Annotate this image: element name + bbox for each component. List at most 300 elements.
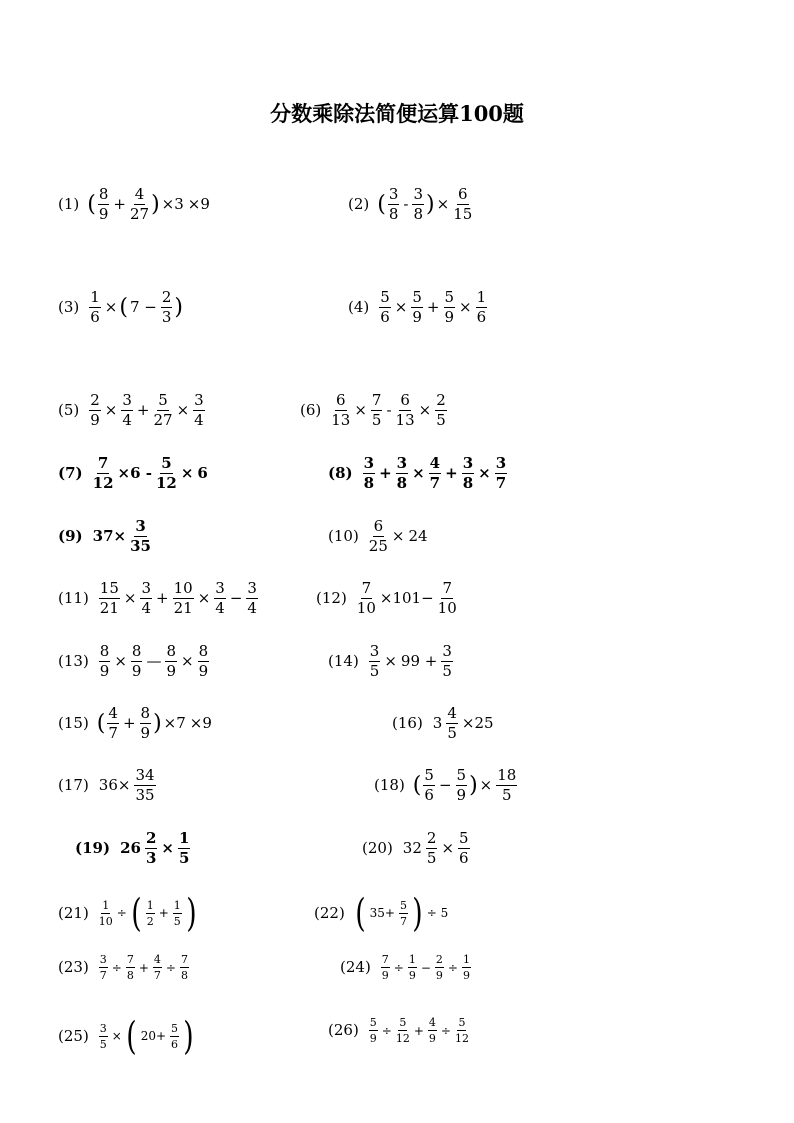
- numerator: 8: [99, 642, 110, 660]
- denominator: 5: [369, 662, 380, 680]
- problem-label: (18): [374, 776, 405, 794]
- operator: +: [156, 589, 169, 607]
- fraction: [121, 393, 133, 428]
- fraction: [130, 187, 149, 222]
- operator: −: [420, 960, 431, 975]
- numerator: 7: [381, 953, 389, 966]
- denominator: 9: [412, 308, 422, 326]
- denominator: 5: [442, 662, 452, 680]
- operator: ×: [479, 776, 493, 794]
- operator: ×: [441, 839, 455, 857]
- numerator: 8: [166, 642, 177, 660]
- operator: ×: [384, 652, 397, 670]
- fraction: [178, 831, 190, 866]
- parenthesis: (: [377, 191, 386, 217]
- fraction: [89, 290, 101, 325]
- fraction: [99, 900, 113, 927]
- denominator: 6: [459, 849, 469, 867]
- fraction: [426, 831, 438, 866]
- fraction: [462, 456, 474, 491]
- fraction: [357, 581, 376, 616]
- denominator: 9: [444, 308, 455, 326]
- numerator: 3: [247, 579, 257, 597]
- problem-p12: [316, 581, 459, 616]
- numerator: 3: [135, 517, 146, 535]
- fraction: [140, 581, 152, 616]
- fraction: [369, 1017, 378, 1044]
- problem-p18: [374, 768, 519, 803]
- problem-p23: [58, 954, 191, 981]
- parenthesis: (: [126, 1014, 137, 1058]
- fraction: [435, 393, 447, 428]
- operator: ×: [104, 298, 118, 316]
- denominator: 5: [426, 849, 437, 867]
- operator: 36×: [98, 776, 131, 794]
- operator: 32: [402, 839, 422, 857]
- operator: ×: [176, 401, 190, 419]
- numerator: 6: [336, 391, 346, 409]
- numerator: 5: [458, 1016, 466, 1029]
- operator: +: [136, 401, 150, 419]
- fraction: [412, 187, 424, 222]
- denominator: 7: [108, 724, 118, 742]
- operator: 26: [120, 839, 141, 857]
- numerator: 6: [400, 391, 410, 409]
- problem-label: (2): [348, 195, 370, 213]
- problem-label: (14): [328, 652, 359, 670]
- parenthesis: (: [87, 191, 96, 217]
- operator: ×101−: [379, 589, 434, 607]
- denominator: 8: [388, 205, 399, 223]
- fraction: [107, 706, 119, 741]
- problem-label: (3): [58, 298, 80, 316]
- denominator: 3: [161, 308, 172, 326]
- denominator: 5: [173, 914, 181, 928]
- numerator: 1: [102, 898, 110, 912]
- fraction: [98, 187, 110, 222]
- denominator: 12: [155, 474, 177, 492]
- parenthesis: ): [426, 191, 435, 217]
- numerator: 5: [380, 288, 390, 306]
- operator: ×: [394, 298, 408, 316]
- fraction: [446, 706, 458, 741]
- numerator: 15: [99, 579, 119, 597]
- numerator: 3: [369, 642, 380, 660]
- numerator: 2: [426, 829, 437, 847]
- denominator: 9: [435, 969, 443, 982]
- fraction: [435, 954, 444, 981]
- numerator: 18: [497, 766, 517, 784]
- numerator: 3: [141, 579, 152, 597]
- problem-label: (23): [58, 958, 89, 976]
- operator: ×6 -: [117, 464, 152, 482]
- denominator: 4: [194, 411, 204, 429]
- problem-p17: [58, 768, 158, 803]
- fraction: [429, 456, 441, 491]
- parenthesis: (: [96, 710, 106, 736]
- denominator: 9: [140, 724, 151, 742]
- numerator: 7: [126, 953, 134, 966]
- fraction: [170, 1023, 179, 1050]
- problem-label: (25): [58, 1026, 89, 1045]
- operator: ×: [391, 527, 405, 545]
- denominator: 12: [92, 474, 114, 492]
- numerator: 8: [131, 642, 142, 660]
- operator: −: [438, 776, 452, 794]
- problem-label: (10): [328, 527, 359, 545]
- fraction: [438, 581, 457, 616]
- fraction: [161, 290, 173, 325]
- numerator: 5: [412, 288, 422, 306]
- parenthesis: ): [183, 1014, 194, 1058]
- numerator: 1: [462, 953, 470, 966]
- operator: ÷: [381, 1023, 392, 1038]
- problem-p13: [58, 644, 211, 679]
- operator: ÷: [447, 960, 458, 975]
- numerator: 8: [140, 704, 151, 722]
- fraction: [453, 187, 472, 222]
- operator: ÷: [393, 960, 404, 975]
- fraction: [441, 644, 453, 679]
- denominator: 8: [126, 969, 134, 982]
- problem-label: (12): [316, 589, 347, 607]
- fraction: [379, 290, 391, 325]
- fraction: [140, 706, 152, 741]
- fraction: [173, 900, 182, 927]
- fraction: [130, 519, 151, 554]
- numerator: 4: [153, 953, 161, 966]
- denominator: 8: [396, 474, 408, 492]
- denominator: 13: [395, 411, 415, 429]
- problem-p16: [392, 706, 496, 741]
- numerator: 4: [429, 454, 441, 472]
- operator: 99 +: [400, 652, 438, 670]
- operator: ÷: [111, 960, 122, 975]
- numerator: 5: [456, 766, 467, 784]
- numerator: 7: [442, 579, 452, 597]
- fraction: [496, 768, 517, 803]
- denominator: 9: [381, 969, 389, 982]
- operator: ×7: [163, 714, 186, 732]
- problem-p4: [348, 290, 489, 325]
- denominator: 7: [495, 474, 507, 492]
- operator: +: [445, 464, 458, 482]
- operator: 7 −: [129, 298, 157, 316]
- operator: 6: [197, 464, 208, 482]
- denominator: 27: [129, 205, 150, 223]
- fraction: [131, 644, 143, 679]
- numerator: 5: [171, 1021, 179, 1035]
- problem-p19: [75, 831, 192, 866]
- fraction: [154, 393, 173, 428]
- parenthesis: (: [131, 891, 142, 935]
- operator: -: [386, 401, 392, 419]
- numerator: 4: [134, 185, 145, 203]
- numerator: 3: [215, 579, 225, 597]
- numerator: 3: [462, 454, 474, 472]
- numerator: 3: [442, 642, 452, 660]
- operator: +: [122, 714, 136, 732]
- fraction: [444, 290, 456, 325]
- problem-p6: [300, 393, 449, 428]
- denominator: 8: [363, 474, 375, 492]
- operator: ÷ 5: [426, 906, 449, 920]
- operator: ×: [197, 589, 211, 607]
- denominator: 8: [180, 969, 188, 982]
- numerator: 3: [363, 454, 375, 472]
- fraction: [396, 456, 408, 491]
- numerator: 4: [108, 704, 118, 722]
- problem-p14: [328, 644, 455, 679]
- denominator: 9: [90, 411, 100, 429]
- denominator: 6: [380, 308, 390, 326]
- numerator: 5: [459, 829, 469, 847]
- parenthesis: ): [469, 772, 478, 798]
- operator: 24: [408, 527, 428, 545]
- denominator: 9: [369, 1032, 377, 1045]
- denominator: 12: [454, 1032, 469, 1045]
- fraction: [165, 644, 177, 679]
- operator: ×: [180, 464, 194, 482]
- fraction: [156, 456, 177, 491]
- denominator: 10: [98, 914, 113, 928]
- fraction: [462, 954, 471, 981]
- numerator: 2: [436, 391, 446, 409]
- fraction: [173, 581, 194, 616]
- fraction: [423, 768, 435, 803]
- denominator: 6: [171, 1037, 179, 1051]
- operator: ×: [181, 652, 194, 670]
- problem-label: (21): [58, 903, 89, 922]
- problem-label: (5): [58, 401, 80, 419]
- numerator: 2: [90, 391, 100, 409]
- denominator: 8: [413, 205, 424, 223]
- fraction: [99, 644, 111, 679]
- parenthesis: (: [355, 891, 366, 935]
- operator: ÷: [440, 1023, 451, 1038]
- denominator: 5: [99, 1037, 107, 1051]
- numerator: 5: [161, 454, 172, 472]
- denominator: 6: [476, 308, 487, 326]
- numerator: 8: [98, 185, 109, 203]
- fraction: [198, 644, 210, 679]
- operator: ×: [111, 1029, 122, 1043]
- numerator: 3: [413, 185, 424, 203]
- fraction: [408, 954, 417, 981]
- fraction: [396, 393, 415, 428]
- operator: ×: [354, 401, 367, 419]
- operator: ×: [412, 464, 425, 482]
- denominator: 12: [395, 1032, 410, 1045]
- numerator: 2: [161, 288, 172, 306]
- denominator: 6: [424, 786, 434, 804]
- denominator: 10: [356, 599, 376, 617]
- problem-label: (20): [362, 839, 393, 857]
- fraction: [99, 581, 120, 616]
- numerator: 4: [428, 1016, 436, 1029]
- fraction: [369, 519, 388, 554]
- problem-p15: [58, 706, 214, 741]
- operator: 20+: [140, 1029, 167, 1043]
- operator: +: [158, 906, 169, 920]
- problem-label: (19): [75, 839, 111, 857]
- denominator: 6: [90, 308, 100, 326]
- fraction: [411, 290, 423, 325]
- problem-label: (22): [314, 903, 345, 922]
- numerator: 3: [388, 185, 399, 203]
- denominator: 9: [166, 662, 177, 680]
- operator: ×25: [461, 714, 494, 732]
- denominator: 4: [141, 599, 152, 617]
- fraction: [126, 954, 135, 981]
- denominator: 5: [502, 786, 512, 804]
- denominator: 9: [99, 662, 110, 680]
- fraction: [363, 456, 375, 491]
- numerator: 1: [90, 288, 100, 306]
- denominator: 5: [371, 411, 382, 429]
- numerator: 10: [173, 579, 193, 597]
- operator: ×: [123, 589, 137, 607]
- problem-p9: [58, 519, 153, 554]
- denominator: 10: [437, 599, 457, 617]
- denominator: 21: [173, 599, 193, 617]
- denominator: 27: [153, 411, 173, 429]
- problem-p22: [314, 891, 450, 935]
- denominator: 7: [399, 914, 407, 928]
- problem-label: (13): [58, 652, 89, 670]
- denominator: 9: [198, 662, 209, 680]
- fraction: [146, 900, 155, 927]
- numerator: 7: [371, 391, 382, 409]
- problem-label: (9): [58, 527, 83, 545]
- fraction: [99, 1023, 108, 1050]
- fraction: [458, 831, 470, 866]
- problem-p20: [362, 831, 472, 866]
- problem-p25: [58, 1014, 196, 1058]
- fraction: [399, 900, 408, 927]
- numerator: 6: [373, 517, 384, 535]
- denominator: 13: [331, 411, 351, 429]
- problem-p11: [58, 581, 260, 616]
- parenthesis: (: [119, 294, 128, 320]
- numerator: 3: [495, 454, 507, 472]
- problem-label: (6): [300, 401, 322, 419]
- numerator: 5: [399, 898, 407, 912]
- numerator: 5: [399, 1016, 407, 1029]
- numerator: 7: [180, 953, 188, 966]
- fraction: [193, 393, 205, 428]
- denominator: 9: [131, 662, 142, 680]
- operator: ×: [478, 464, 491, 482]
- denominator: 5: [178, 849, 190, 867]
- operator: ×: [459, 298, 472, 316]
- denominator: 9: [98, 205, 109, 223]
- operator: ×: [104, 401, 118, 419]
- parenthesis: ): [174, 294, 183, 320]
- problem-p7: [58, 456, 210, 491]
- denominator: 4: [247, 599, 257, 617]
- operator: +: [138, 960, 149, 975]
- problem-p26: [328, 1017, 471, 1044]
- numerator: 7: [97, 454, 109, 472]
- fraction: [495, 456, 507, 491]
- denominator: 35: [135, 786, 155, 804]
- denominator: 5: [436, 411, 446, 429]
- operator: ÷: [116, 906, 127, 920]
- fraction: [99, 954, 108, 981]
- fraction: [456, 768, 468, 803]
- fraction: [455, 1017, 469, 1044]
- operator: 37×: [92, 527, 127, 545]
- fraction: [134, 768, 155, 803]
- numerator: 3: [396, 454, 408, 472]
- problem-p8: [328, 456, 509, 491]
- problem-p1: [58, 187, 212, 222]
- fraction: [388, 187, 400, 222]
- denominator: 9: [428, 1032, 436, 1045]
- numerator: 1: [173, 898, 181, 912]
- denominator: 3: [145, 849, 157, 867]
- parenthesis: ): [412, 891, 423, 935]
- numerator: 1: [476, 288, 487, 306]
- problem-p3: [58, 290, 183, 325]
- numerator: 3: [194, 391, 204, 409]
- numerator: 7: [361, 579, 372, 597]
- fraction: [369, 644, 381, 679]
- fraction: [381, 954, 390, 981]
- denominator: 9: [408, 969, 416, 982]
- fraction: [145, 831, 157, 866]
- fraction: [153, 954, 162, 981]
- operator: 3: [432, 714, 443, 732]
- operator: −: [229, 589, 243, 607]
- denominator: 35: [130, 537, 151, 555]
- operator: 35+: [369, 906, 395, 920]
- problem-label: (11): [58, 589, 89, 607]
- operator: ×9: [189, 714, 212, 732]
- denominator: 5: [447, 724, 457, 742]
- fraction: [476, 290, 488, 325]
- operator: +: [379, 464, 392, 482]
- denominator: 9: [456, 786, 467, 804]
- operator: +: [426, 298, 440, 316]
- numerator: 2: [435, 953, 443, 966]
- numerator: 1: [146, 898, 154, 912]
- operator: -: [403, 195, 409, 213]
- numerator: 3: [99, 953, 107, 966]
- denominator: 7: [99, 969, 107, 982]
- problem-label: (17): [58, 776, 89, 794]
- numerator: 5: [158, 391, 168, 409]
- denominator: 4: [215, 599, 225, 617]
- problem-label: (7): [58, 464, 83, 482]
- parenthesis: ): [153, 710, 162, 736]
- fraction: [214, 581, 226, 616]
- denominator: 7: [153, 969, 161, 982]
- numerator: 4: [447, 704, 457, 722]
- denominator: 7: [429, 474, 441, 492]
- denominator: 21: [99, 599, 119, 617]
- problem-p21: [58, 891, 199, 935]
- problem-p10: [328, 519, 430, 554]
- parenthesis: ): [185, 891, 197, 935]
- problem-p24: [340, 954, 473, 981]
- fraction: [89, 393, 101, 428]
- numerator: 34: [135, 766, 155, 784]
- problem-label: (16): [392, 714, 423, 732]
- problem-label: (15): [58, 714, 89, 732]
- denominator: 9: [462, 969, 470, 982]
